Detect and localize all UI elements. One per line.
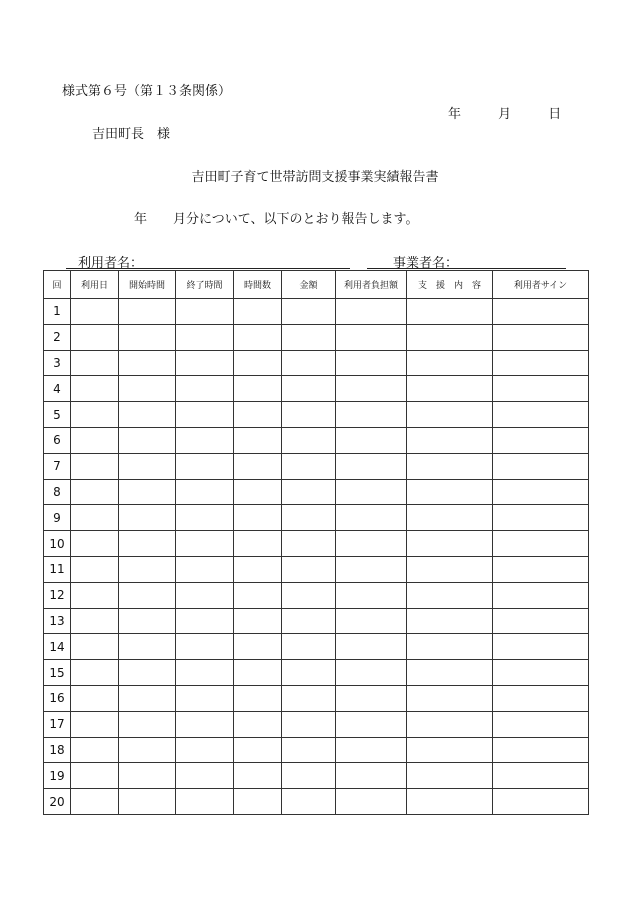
table-cell[interactable] (282, 789, 336, 815)
table-cell[interactable] (234, 427, 282, 453)
table-cell[interactable] (282, 531, 336, 557)
table-cell[interactable] (234, 556, 282, 582)
table-cell[interactable] (493, 789, 589, 815)
table-cell[interactable] (493, 737, 589, 763)
table-cell[interactable] (407, 350, 493, 376)
table-cell[interactable] (119, 505, 176, 531)
table-row (44, 427, 589, 453)
table-cell[interactable] (119, 453, 176, 479)
table-cell[interactable] (119, 479, 176, 505)
table-cell[interactable] (71, 685, 119, 711)
table-cell[interactable] (234, 634, 282, 660)
table-cell[interactable] (493, 685, 589, 711)
table-cell[interactable] (493, 711, 589, 737)
table-cell[interactable] (282, 505, 336, 531)
table-cell[interactable] (493, 634, 589, 660)
table-row (44, 685, 589, 711)
row-number: 5 (44, 402, 71, 428)
table-cell[interactable] (282, 763, 336, 789)
table-cell[interactable] (176, 556, 234, 582)
table-cell[interactable] (71, 350, 119, 376)
row-number: 9 (44, 505, 71, 531)
table-cell[interactable] (336, 324, 407, 350)
report-table (43, 270, 589, 815)
row-number: 10 (44, 531, 71, 557)
row-number: 1 (44, 299, 71, 325)
table-cell[interactable] (336, 789, 407, 815)
table-row (44, 556, 589, 582)
table-cell[interactable] (282, 350, 336, 376)
table-cell[interactable] (407, 634, 493, 660)
table-cell[interactable] (407, 402, 493, 428)
row-number: 11 (44, 556, 71, 582)
table-cell[interactable] (234, 479, 282, 505)
table-row (44, 763, 589, 789)
table-row (44, 608, 589, 634)
table-cell[interactable] (234, 711, 282, 737)
table-cell[interactable] (407, 531, 493, 557)
table-cell[interactable] (493, 582, 589, 608)
table-cell[interactable] (176, 453, 234, 479)
table-cell[interactable] (407, 737, 493, 763)
table-cell[interactable] (282, 479, 336, 505)
table-row (44, 737, 589, 763)
table-cell[interactable] (234, 324, 282, 350)
table-body (44, 299, 589, 815)
table-cell[interactable] (176, 737, 234, 763)
table-cell[interactable] (336, 556, 407, 582)
table-row (44, 711, 589, 737)
table-cell[interactable] (119, 299, 176, 325)
user-name-field[interactable] (66, 268, 350, 269)
table-cell[interactable] (282, 608, 336, 634)
table-cell[interactable] (71, 556, 119, 582)
table-cell[interactable] (71, 427, 119, 453)
table-cell[interactable] (493, 299, 589, 325)
table-cell[interactable] (234, 582, 282, 608)
table-row (44, 402, 589, 428)
table-cell[interactable] (493, 402, 589, 428)
table-cell[interactable] (119, 789, 176, 815)
table-cell[interactable] (71, 453, 119, 479)
table-row (44, 376, 589, 402)
table-cell[interactable] (234, 660, 282, 686)
form-number: 様式第６号（第１３条関係） (62, 84, 232, 99)
table-cell[interactable] (282, 376, 336, 402)
table-cell[interactable] (71, 376, 119, 402)
date-line (448, 103, 561, 122)
row-number: 6 (44, 427, 71, 453)
table-cell[interactable] (493, 350, 589, 376)
table-cell[interactable] (176, 582, 234, 608)
table-cell[interactable] (234, 737, 282, 763)
table-cell[interactable] (336, 660, 407, 686)
table-cell[interactable] (176, 324, 234, 350)
table-cell[interactable] (282, 711, 336, 737)
table-cell[interactable] (493, 608, 589, 634)
table-cell[interactable] (407, 582, 493, 608)
table-cell[interactable] (493, 556, 589, 582)
table-cell[interactable] (71, 324, 119, 350)
column-header: 支 援 内 容 (407, 271, 493, 299)
table-row (44, 505, 589, 531)
table-cell[interactable] (234, 350, 282, 376)
row-number: 3 (44, 350, 71, 376)
table-cell[interactable] (119, 556, 176, 582)
table-cell[interactable] (234, 531, 282, 557)
table-cell[interactable] (407, 505, 493, 531)
table-cell[interactable] (119, 737, 176, 763)
table-cell[interactable] (234, 402, 282, 428)
table-cell[interactable] (119, 402, 176, 428)
table-cell[interactable] (119, 531, 176, 557)
table-cell[interactable] (336, 608, 407, 634)
table-cell[interactable] (71, 711, 119, 737)
table-cell[interactable] (176, 299, 234, 325)
table-cell[interactable] (71, 531, 119, 557)
table-cell[interactable] (407, 660, 493, 686)
table-cell[interactable] (234, 453, 282, 479)
date-year: 年 (448, 107, 462, 122)
table-cell[interactable] (234, 376, 282, 402)
row-number: 13 (44, 608, 71, 634)
table-cell[interactable] (407, 376, 493, 402)
report-title: 吉田町子育て世帯訪問支援事業実績報告書 (191, 170, 439, 185)
table-cell[interactable] (282, 299, 336, 325)
table-cell[interactable] (176, 685, 234, 711)
table-cell[interactable] (176, 505, 234, 531)
table-cell[interactable] (407, 608, 493, 634)
table-cell[interactable] (282, 660, 336, 686)
row-number: 2 (44, 324, 71, 350)
table-cell[interactable] (234, 608, 282, 634)
table-cell[interactable] (71, 660, 119, 686)
table-cell[interactable] (336, 453, 407, 479)
table-cell[interactable] (407, 763, 493, 789)
table-cell[interactable] (176, 608, 234, 634)
table-cell[interactable] (336, 582, 407, 608)
table-cell[interactable] (234, 299, 282, 325)
table-cell[interactable] (493, 453, 589, 479)
table-cell[interactable] (407, 324, 493, 350)
table-cell[interactable] (71, 402, 119, 428)
date-month: 月 (498, 107, 512, 122)
table-cell[interactable] (71, 789, 119, 815)
provider-name-label: 事業者名： (393, 256, 459, 271)
table-cell[interactable] (119, 763, 176, 789)
table-cell[interactable] (71, 479, 119, 505)
table-cell[interactable] (282, 582, 336, 608)
table-cell[interactable] (282, 634, 336, 660)
table-cell[interactable] (176, 763, 234, 789)
table-cell[interactable] (176, 479, 234, 505)
column-header: 時間数 (234, 271, 282, 299)
table-row (44, 582, 589, 608)
row-number: 4 (44, 376, 71, 402)
table-row (44, 350, 589, 376)
table-cell[interactable] (119, 685, 176, 711)
column-header: 回 (44, 271, 71, 299)
table-cell[interactable] (493, 376, 589, 402)
table-cell[interactable] (282, 453, 336, 479)
table-cell[interactable] (234, 505, 282, 531)
table-cell[interactable] (336, 763, 407, 789)
row-number: 17 (44, 711, 71, 737)
table-cell[interactable] (407, 711, 493, 737)
table-cell[interactable] (282, 427, 336, 453)
date-day: 日 (548, 107, 562, 122)
table-cell[interactable] (176, 376, 234, 402)
table-cell[interactable] (282, 685, 336, 711)
table-header-row (44, 271, 589, 299)
table-cell[interactable] (176, 531, 234, 557)
row-number: 7 (44, 453, 71, 479)
table-row (44, 299, 589, 325)
table-cell[interactable] (407, 556, 493, 582)
table-cell[interactable] (71, 608, 119, 634)
table-cell[interactable] (336, 427, 407, 453)
table-cell[interactable] (119, 350, 176, 376)
table-cell[interactable] (336, 505, 407, 531)
provider-name-field[interactable] (367, 268, 566, 269)
table-cell[interactable] (176, 427, 234, 453)
intro-text: 年 月分について、以下のとおり報告します。 (134, 212, 419, 227)
column-header: 利用日 (71, 271, 119, 299)
table-cell[interactable] (493, 763, 589, 789)
row-number: 18 (44, 737, 71, 763)
table-cell[interactable] (119, 634, 176, 660)
table-cell[interactable] (282, 737, 336, 763)
table-cell[interactable] (234, 685, 282, 711)
table-cell[interactable] (71, 634, 119, 660)
table-cell[interactable] (71, 763, 119, 789)
table-cell[interactable] (493, 427, 589, 453)
table-cell[interactable] (336, 402, 407, 428)
table-row (44, 479, 589, 505)
table-row (44, 789, 589, 815)
row-number: 16 (44, 685, 71, 711)
table-cell[interactable] (176, 711, 234, 737)
table-cell[interactable] (71, 582, 119, 608)
table-cell[interactable] (407, 299, 493, 325)
table-cell[interactable] (119, 608, 176, 634)
table-cell[interactable] (176, 789, 234, 815)
table-cell[interactable] (336, 685, 407, 711)
table-cell[interactable] (493, 660, 589, 686)
table-cell[interactable] (282, 556, 336, 582)
table-cell[interactable] (407, 427, 493, 453)
table-cell[interactable] (234, 789, 282, 815)
table-cell[interactable] (282, 402, 336, 428)
table-cell[interactable] (282, 324, 336, 350)
column-header: 利用者サイン (493, 271, 589, 299)
row-number: 15 (44, 660, 71, 686)
table-cell[interactable] (71, 737, 119, 763)
addressee: 吉田町長 様 (92, 127, 171, 142)
table-cell[interactable] (176, 660, 234, 686)
table-cell[interactable] (176, 634, 234, 660)
table-row (44, 660, 589, 686)
table-cell[interactable] (119, 376, 176, 402)
column-header: 金額 (282, 271, 336, 299)
table-cell[interactable] (407, 453, 493, 479)
table-cell[interactable] (336, 479, 407, 505)
user-name-label: 利用者名： (78, 256, 144, 271)
table-cell[interactable] (176, 350, 234, 376)
table-cell[interactable] (493, 324, 589, 350)
table-row (44, 453, 589, 479)
table-cell[interactable] (493, 531, 589, 557)
table-row (44, 324, 589, 350)
column-header: 開始時間 (119, 271, 176, 299)
table-cell[interactable] (493, 479, 589, 505)
row-number: 8 (44, 479, 71, 505)
table-cell[interactable] (71, 299, 119, 325)
table-cell[interactable] (119, 660, 176, 686)
table-cell[interactable] (119, 582, 176, 608)
table-cell[interactable] (493, 505, 589, 531)
row-number: 12 (44, 582, 71, 608)
table-row (44, 634, 589, 660)
table-cell[interactable] (336, 634, 407, 660)
table-cell[interactable] (176, 402, 234, 428)
table-cell[interactable] (336, 376, 407, 402)
table-cell[interactable] (119, 711, 176, 737)
table-cell[interactable] (119, 324, 176, 350)
row-number: 19 (44, 763, 71, 789)
table-cell[interactable] (336, 711, 407, 737)
table-cell[interactable] (407, 479, 493, 505)
column-header: 利用者負担額 (336, 271, 407, 299)
row-number: 14 (44, 634, 71, 660)
table-cell[interactable] (407, 789, 493, 815)
table-cell[interactable] (336, 531, 407, 557)
table-cell[interactable] (336, 350, 407, 376)
table-cell[interactable] (234, 763, 282, 789)
row-number: 20 (44, 789, 71, 815)
table-cell[interactable] (119, 427, 176, 453)
table-row (44, 531, 589, 557)
column-header: 終了時間 (176, 271, 234, 299)
table-cell[interactable] (336, 299, 407, 325)
table-cell[interactable] (407, 685, 493, 711)
table-cell[interactable] (336, 737, 407, 763)
table-cell[interactable] (71, 505, 119, 531)
